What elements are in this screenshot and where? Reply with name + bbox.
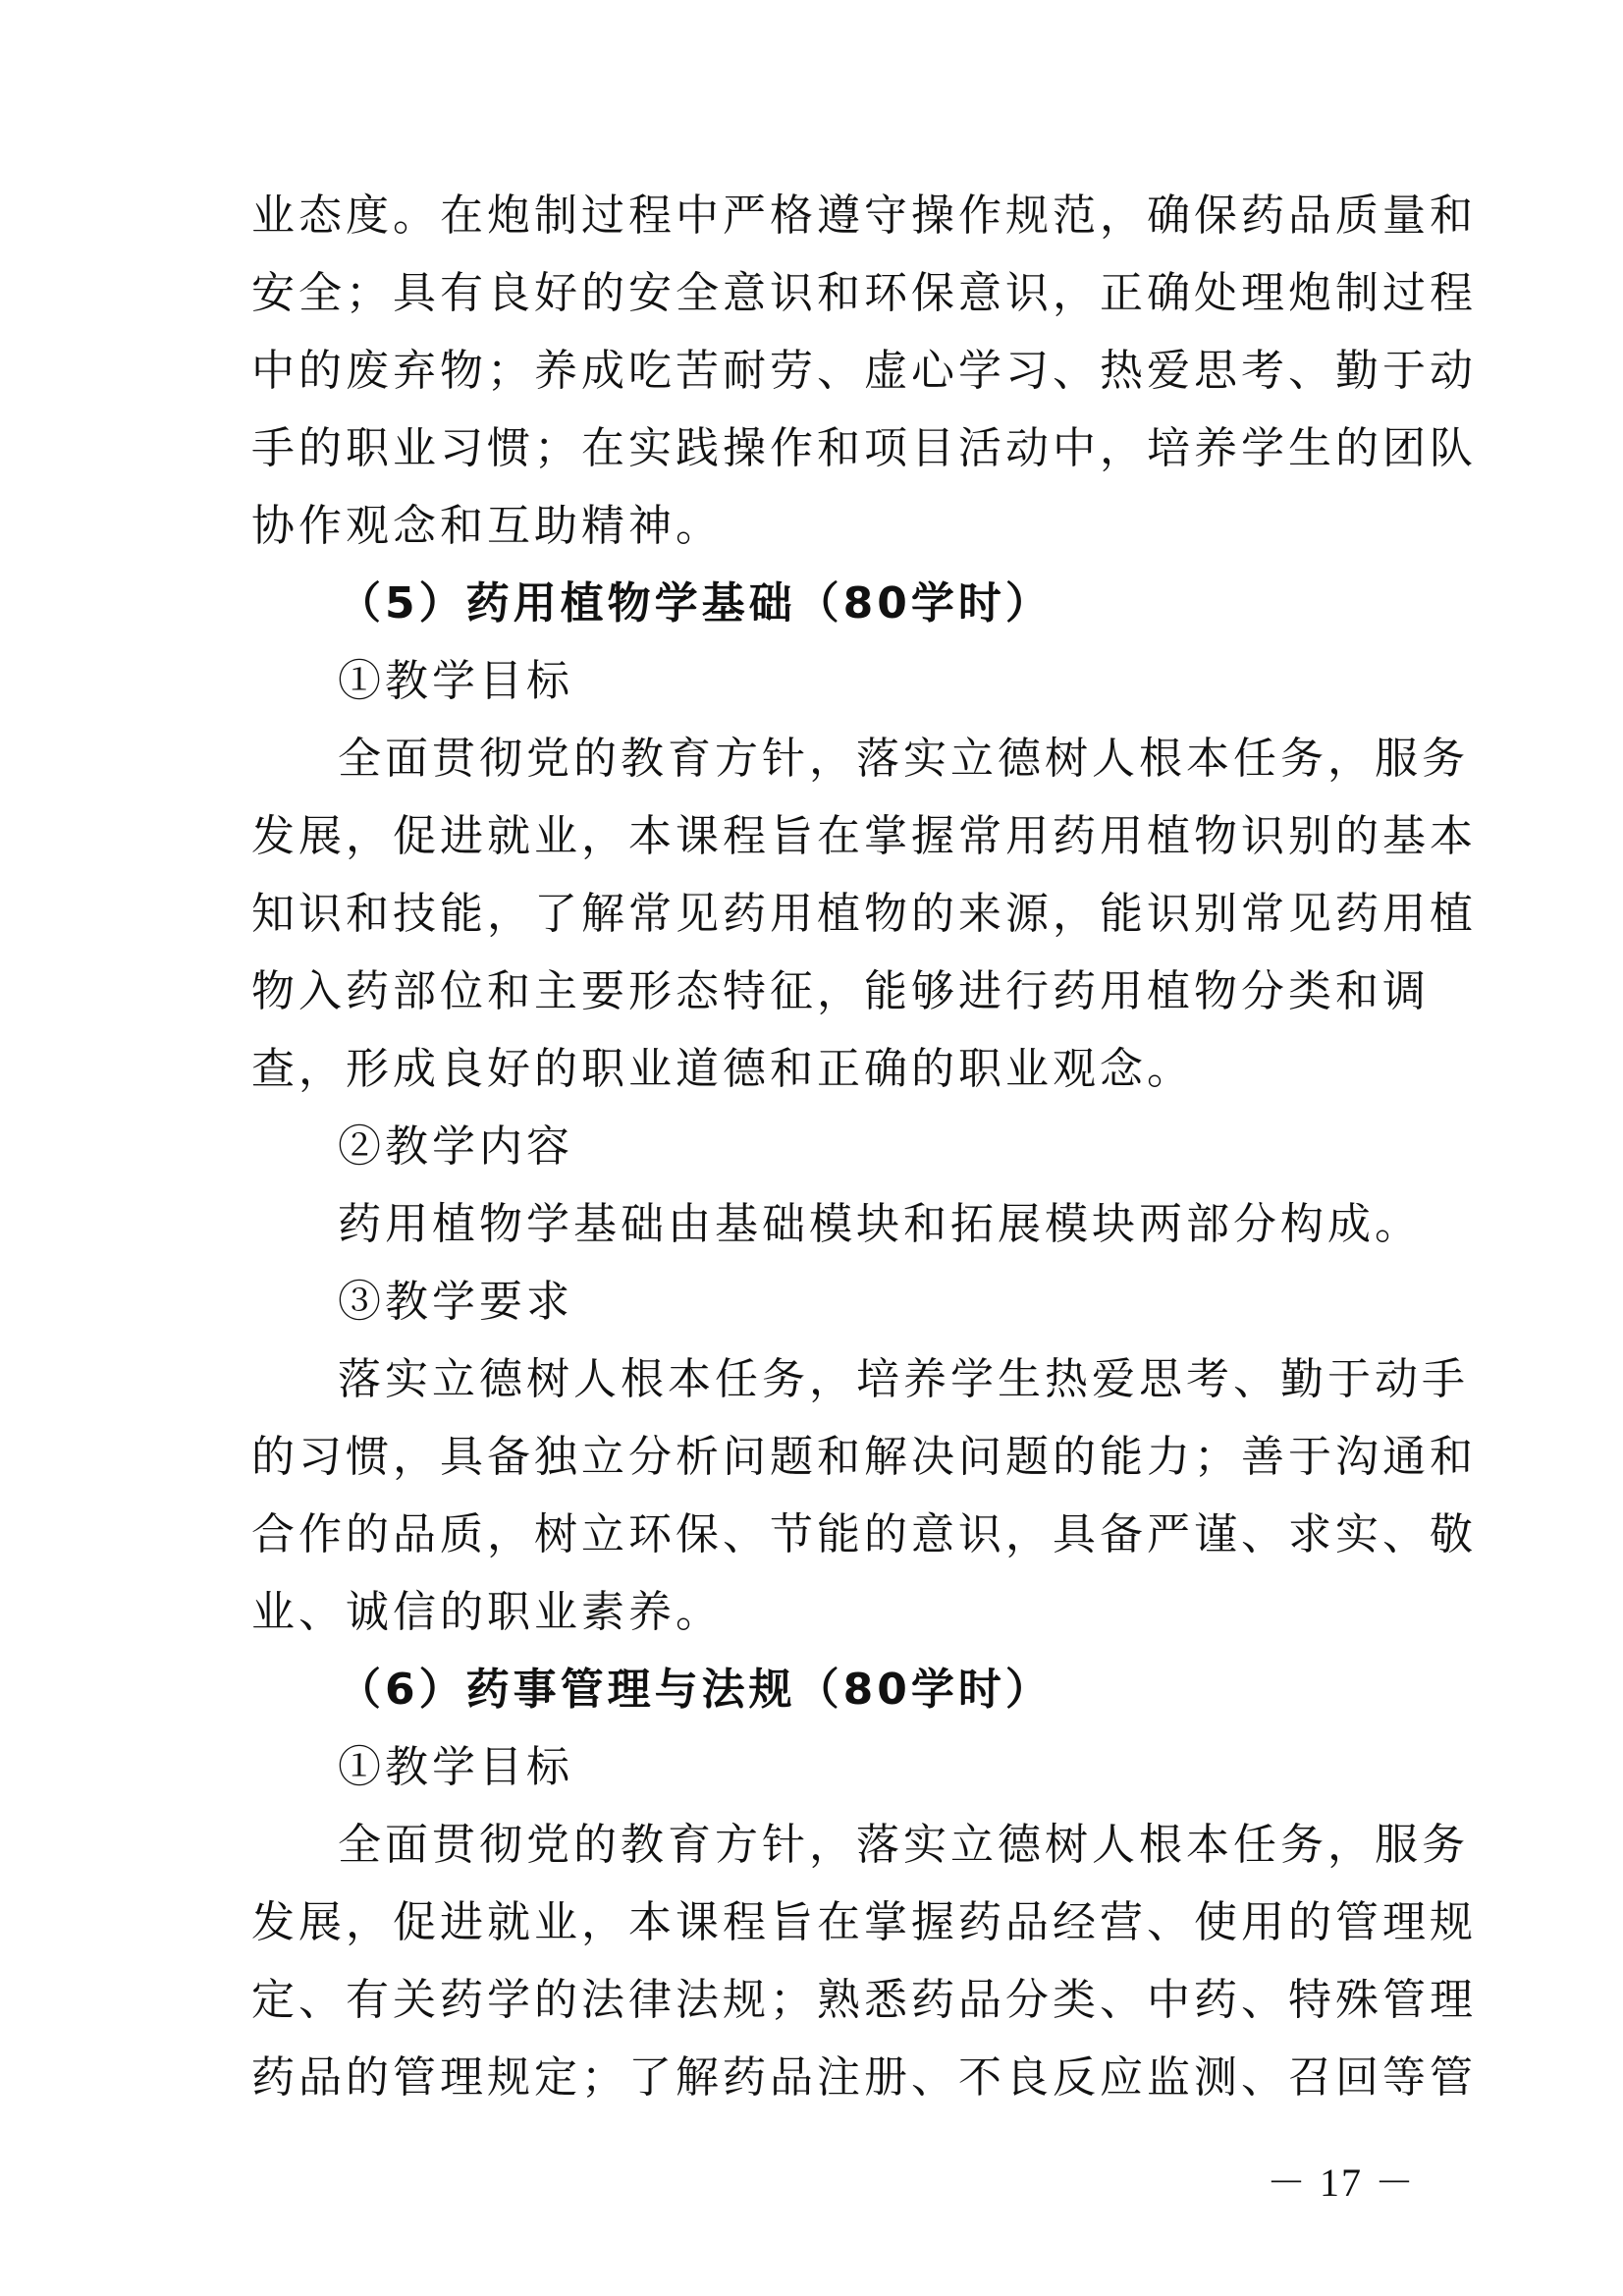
text-line: 全面贯彻党的教育方针，落实立德树人根本任务，服务	[338, 1820, 1469, 1870]
text-line: 业态度。在炮制过程中严格遵守操作规范，确保药品质量和	[251, 191, 1477, 241]
text-line: 发展，促进就业，本课程旨在掌握常用药用植物识别的基本	[251, 811, 1477, 861]
text-line: 知识和技能，了解常见药用植物的来源，能识别常见药用植	[251, 889, 1477, 939]
text-line: ①教学目标	[338, 1742, 573, 1792]
document-body	[251, 177, 1477, 2116]
text-line: 药品的管理规定；了解药品注册、不良反应监测、召回等管	[251, 2052, 1477, 2103]
text-line: ①教学目标	[338, 656, 573, 706]
text-line: 发展，促进就业，本课程旨在掌握药品经营、使用的管理规	[251, 1897, 1477, 1947]
text-line: 中的废弃物；养成吃苦耐劳、虚心学习、热爱思考、勤于动	[251, 346, 1477, 396]
text-line: 药用植物学基础由基础模块和拓展模块两部分构成。	[338, 1199, 1422, 1249]
section-heading: （6）药事管理与法规（80学时）	[338, 1665, 1053, 1715]
text-line: 全面贯彻党的教育方针，落实立德树人根本任务，服务	[338, 734, 1469, 784]
text-line: 的习惯，具备独立分析问题和解决问题的能力；善于沟通和	[251, 1432, 1477, 1482]
text-line: ③教学要求	[338, 1277, 573, 1327]
text-line: 安全；具有良好的安全意识和环保意识，正确处理炮制过程	[251, 268, 1477, 318]
text-line: 落实立德树人根本任务，培养学生热爱思考、勤于动手	[338, 1354, 1469, 1404]
page-number: － 17 －	[1267, 2160, 1416, 2205]
text-line: 定、有关药学的法律法规；熟悉药品分类、中药、特殊管理	[251, 1975, 1477, 2025]
text-line: 业、诚信的职业素养。	[251, 1587, 723, 1637]
text-line: 物入药部位和主要形态特征，能够进行药用植物分类和调	[251, 966, 1430, 1016]
text-line: 合作的品质，树立环保、节能的意识，具备严谨、求实、敬	[251, 1509, 1477, 1559]
section-heading: （5）药用植物学基础（80学时）	[338, 578, 1053, 629]
text-line: ②教学内容	[338, 1121, 573, 1172]
text-line: 协作观念和互助精神。	[251, 501, 723, 551]
text-line: 手的职业习惯；在实践操作和项目活动中，培养学生的团队	[251, 423, 1477, 473]
text-line: 查，形成良好的职业道德和正确的职业观念。	[251, 1044, 1194, 1094]
